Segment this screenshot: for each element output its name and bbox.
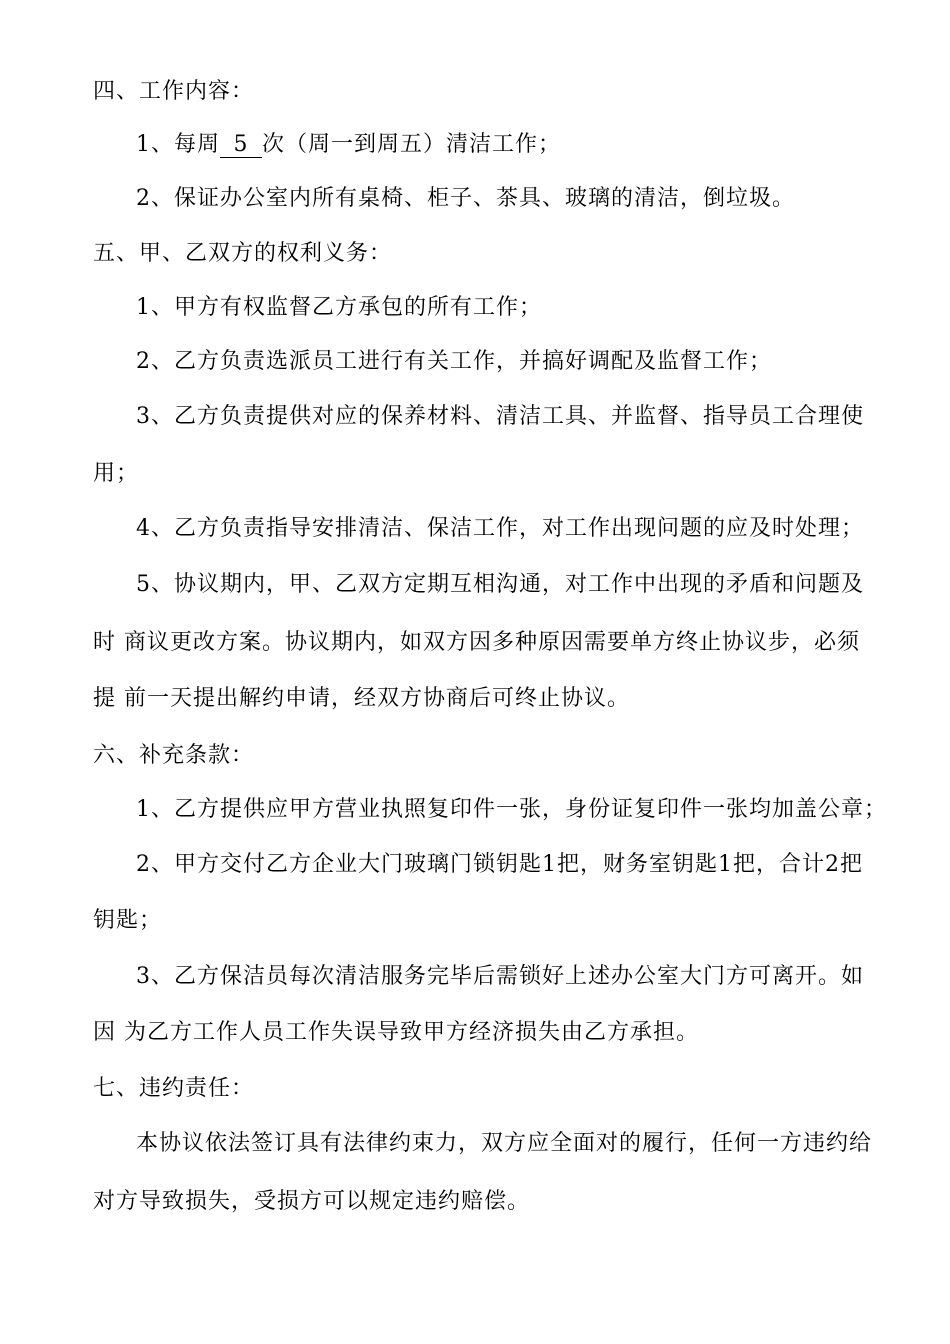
section-5-item-5-line-2: 时 商议更改方案。协议期内，如双方因多种原因需要单方终止协议步，必须 — [93, 630, 860, 655]
section-4-item-2: 2、保证办公室内所有桌椅、柜子、茶具、玻璃的清洁，倒垃圾。 — [136, 186, 795, 211]
section-7-line-1: 本协议依法签订具有法律约束力，双方应全面对的履行，任何一方违约给 — [136, 1131, 873, 1156]
section-7-line-2: 对方导致损失，受损方可以规定违约赔偿。 — [93, 1189, 531, 1214]
section-5-item-2: 2、乙方负责选派员工进行有关工作，并搞好调配及监督工作； — [136, 349, 772, 374]
section-6-item-3-line-2: 因 为乙方工作人员工作失误导致甲方经济损失由乙方承担。 — [93, 1020, 699, 1045]
cleaning-count: 5 — [220, 133, 262, 158]
section-5-item-5-line-1: 5、协议期内，甲、乙双方定期互相沟通，对工作中出现的矛盾和问题及 — [136, 572, 864, 597]
section-6-item-1: 1、乙方提供应甲方营业执照复印件一张，身份证复印件一张均加盖公章； — [136, 797, 887, 822]
section-5-item-4: 4、乙方负责指导安排清洁、保洁工作，对工作出现问题的应及时处理； — [136, 516, 864, 541]
section-4-item-1 — [136, 131, 561, 159]
item-1-suffix: 次（周一到周五）清洁工作； — [262, 132, 562, 157]
section-5-item-3-line-1: 3、乙方负责提供对应的保养材料、清洁工具、并监督、指导员工合理使 — [136, 404, 864, 429]
section-6-heading: 六、补充条款： — [93, 743, 255, 768]
section-5-item-5-line-3: 提 前一天提出解约申请，经双方协商后可终止协议。 — [93, 686, 630, 711]
section-5-item-1: 1、甲方有权监督乙方承包的所有工作； — [136, 295, 542, 320]
item-1-prefix: 1、每周 — [136, 132, 220, 157]
section-7-heading: 七、违约责任： — [93, 1076, 255, 1101]
section-5-item-3-line-2: 用； — [93, 461, 140, 486]
section-5-heading: 五、甲、乙双方的权利义务： — [93, 241, 393, 266]
section-6-item-2-line-1: 2、甲方交付乙方企业大门玻璃门锁钥匙1把，财务室钥匙1把，合计2把 — [136, 852, 863, 877]
section-6-item-2-line-2: 钥匙； — [93, 908, 163, 933]
section-6-item-3-line-1: 3、乙方保洁员每次清洁服务完毕后需锁好上述办公室大门方可离开。如 — [136, 964, 864, 989]
section-4-heading: 四、工作内容： — [93, 79, 255, 104]
